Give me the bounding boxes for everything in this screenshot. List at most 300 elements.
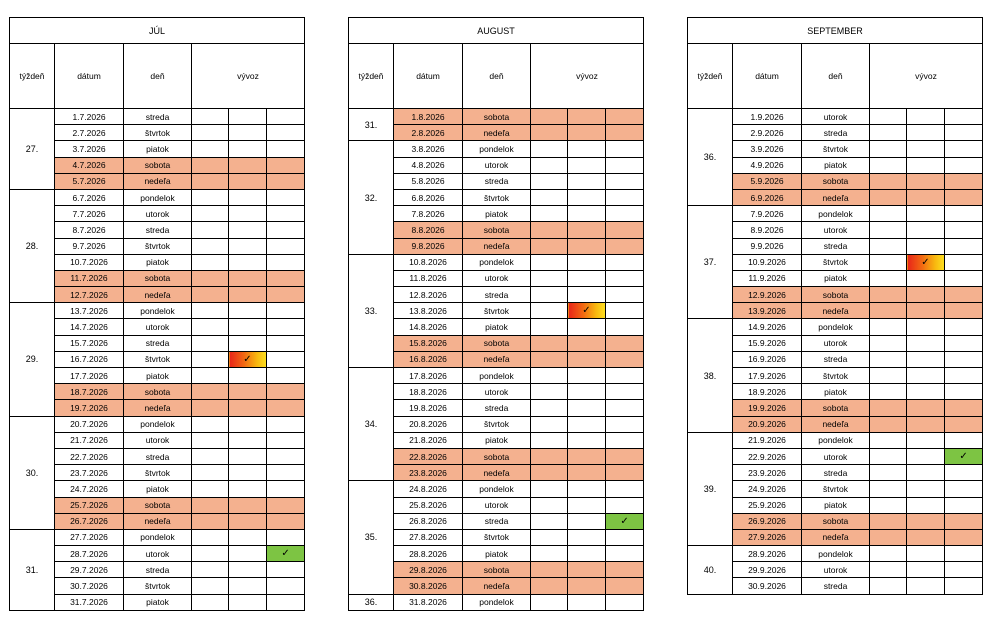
export-cell[interactable] — [192, 303, 229, 319]
export-cell[interactable] — [568, 319, 606, 335]
export-cell[interactable] — [907, 497, 945, 513]
export-cell[interactable] — [531, 125, 568, 141]
export-cell[interactable] — [229, 546, 267, 562]
export-cell[interactable] — [870, 578, 907, 594]
export-cell[interactable] — [267, 432, 305, 448]
day-cell: sobota — [463, 109, 531, 125]
export-cell[interactable] — [192, 351, 229, 367]
export-cell[interactable] — [192, 189, 229, 205]
export-cell[interactable] — [945, 319, 983, 335]
export-cell[interactable] — [870, 206, 907, 222]
day-row — [10, 562, 305, 578]
export-cell[interactable] — [945, 416, 983, 432]
export-cell[interactable] — [192, 125, 229, 141]
export-cell[interactable] — [229, 351, 267, 367]
export-cell[interactable] — [267, 384, 305, 400]
export-cell[interactable] — [606, 141, 644, 157]
export-cell[interactable] — [267, 416, 305, 432]
export-cell[interactable] — [945, 189, 983, 205]
export-cell[interactable] — [870, 335, 907, 351]
day-row — [349, 578, 644, 594]
export-cell[interactable] — [192, 173, 229, 189]
export-cell[interactable] — [229, 562, 267, 578]
export-cell[interactable] — [531, 384, 568, 400]
export-cell[interactable] — [606, 416, 644, 432]
export-cell[interactable] — [945, 125, 983, 141]
day-row — [349, 319, 644, 335]
export-cell[interactable] — [907, 254, 945, 270]
export-cell[interactable] — [531, 254, 568, 270]
export-cell[interactable] — [267, 578, 305, 594]
day-cell: streda — [124, 109, 192, 125]
export-cell[interactable] — [945, 562, 983, 578]
export-cell[interactable] — [568, 416, 606, 432]
export-cell[interactable] — [907, 125, 945, 141]
export-cell[interactable] — [945, 578, 983, 594]
export-cell[interactable] — [568, 270, 606, 286]
export-cell[interactable] — [907, 109, 945, 125]
export-cell[interactable] — [606, 238, 644, 254]
export-cell[interactable] — [568, 125, 606, 141]
export-cell[interactable] — [568, 432, 606, 448]
export-cell[interactable] — [568, 222, 606, 238]
date-cell: 29.8.2026 — [394, 562, 463, 578]
export-cell[interactable] — [870, 238, 907, 254]
export-cell[interactable] — [531, 432, 568, 448]
export-cell[interactable] — [531, 368, 568, 384]
export-cell[interactable] — [229, 125, 267, 141]
export-cell[interactable] — [267, 173, 305, 189]
export-cell[interactable] — [870, 416, 907, 432]
export-cell[interactable] — [229, 513, 267, 529]
export-cell[interactable] — [606, 578, 644, 594]
week-number: 30. — [10, 416, 55, 529]
export-cell[interactable] — [568, 335, 606, 351]
export-cell[interactable] — [267, 513, 305, 529]
day-cell: sobota — [463, 222, 531, 238]
export-cell[interactable] — [267, 335, 305, 351]
export-cell[interactable] — [229, 189, 267, 205]
export-cell[interactable] — [267, 546, 305, 562]
export-cell[interactable] — [606, 157, 644, 173]
export-cell[interactable] — [870, 368, 907, 384]
export-cell[interactable] — [870, 432, 907, 448]
export-cell[interactable] — [907, 157, 945, 173]
export-cell[interactable] — [568, 578, 606, 594]
export-cell[interactable] — [945, 303, 983, 319]
export-cell[interactable] — [531, 206, 568, 222]
export-cell[interactable] — [870, 141, 907, 157]
export-cell[interactable] — [267, 141, 305, 157]
export-cell[interactable] — [907, 578, 945, 594]
export-cell[interactable] — [531, 238, 568, 254]
export-cell[interactable] — [870, 125, 907, 141]
export-cell[interactable] — [192, 529, 229, 545]
export-cell[interactable] — [907, 513, 945, 529]
export-cell[interactable] — [945, 351, 983, 367]
export-cell[interactable] — [229, 206, 267, 222]
day-row — [10, 287, 305, 303]
export-cell[interactable] — [192, 319, 229, 335]
export-cell[interactable] — [229, 432, 267, 448]
export-cell[interactable] — [267, 351, 305, 367]
export-cell[interactable] — [606, 448, 644, 464]
export-cell[interactable] — [531, 546, 568, 562]
export-cell[interactable] — [229, 141, 267, 157]
export-cell[interactable] — [267, 529, 305, 545]
export-cell[interactable] — [907, 416, 945, 432]
export-cell[interactable] — [192, 254, 229, 270]
export-cell[interactable] — [229, 448, 267, 464]
export-cell[interactable] — [606, 287, 644, 303]
export-cell[interactable] — [267, 303, 305, 319]
export-cell[interactable] — [606, 351, 644, 367]
day-row — [349, 529, 644, 545]
export-cell[interactable] — [229, 157, 267, 173]
export-cell[interactable] — [229, 481, 267, 497]
export-cell[interactable] — [606, 432, 644, 448]
export-cell[interactable] — [531, 513, 568, 529]
export-cell[interactable] — [192, 448, 229, 464]
export-cell[interactable] — [907, 562, 945, 578]
export-cell[interactable] — [568, 368, 606, 384]
export-cell[interactable] — [267, 125, 305, 141]
export-cell[interactable] — [531, 481, 568, 497]
export-cell[interactable] — [606, 173, 644, 189]
export-cell[interactable] — [531, 529, 568, 545]
export-cell[interactable] — [568, 141, 606, 157]
export-cell[interactable] — [870, 546, 907, 562]
export-cell[interactable] — [229, 578, 267, 594]
export-cell[interactable] — [267, 206, 305, 222]
export-cell[interactable] — [267, 448, 305, 464]
export-cell[interactable] — [870, 173, 907, 189]
export-cell[interactable] — [870, 109, 907, 125]
date-cell: 20.9.2026 — [733, 416, 802, 432]
export-cell[interactable] — [870, 254, 907, 270]
export-cell[interactable] — [907, 173, 945, 189]
export-cell[interactable] — [870, 222, 907, 238]
export-cell[interactable] — [267, 465, 305, 481]
export-cell[interactable] — [907, 303, 945, 319]
export-cell[interactable] — [568, 109, 606, 125]
export-cell[interactable] — [229, 270, 267, 286]
date-cell: 10.7.2026 — [55, 254, 124, 270]
export-cell[interactable] — [870, 287, 907, 303]
export-cell[interactable] — [945, 465, 983, 481]
export-cell[interactable] — [870, 270, 907, 286]
export-cell[interactable] — [267, 319, 305, 335]
export-cell[interactable] — [870, 481, 907, 497]
export-cell[interactable] — [568, 562, 606, 578]
export-cell[interactable] — [192, 157, 229, 173]
export-cell[interactable] — [568, 448, 606, 464]
export-cell[interactable] — [531, 578, 568, 594]
day-cell: štvrtok — [802, 481, 870, 497]
export-cell[interactable] — [192, 562, 229, 578]
export-cell[interactable] — [945, 368, 983, 384]
export-cell[interactable] — [229, 319, 267, 335]
export-cell[interactable] — [531, 173, 568, 189]
export-cell[interactable] — [229, 238, 267, 254]
export-cell[interactable] — [531, 497, 568, 513]
export-cell[interactable] — [870, 497, 907, 513]
export-cell[interactable] — [531, 594, 568, 610]
export-cell[interactable] — [192, 594, 229, 610]
export-cell[interactable] — [945, 481, 983, 497]
export-cell[interactable] — [870, 513, 907, 529]
export-cell[interactable] — [870, 157, 907, 173]
export-cell[interactable] — [267, 270, 305, 286]
export-cell[interactable] — [945, 254, 983, 270]
export-cell[interactable] — [568, 481, 606, 497]
export-cell[interactable] — [531, 562, 568, 578]
export-cell[interactable] — [606, 335, 644, 351]
export-cell[interactable] — [907, 222, 945, 238]
export-cell[interactable] — [606, 270, 644, 286]
export-cell[interactable] — [192, 497, 229, 513]
export-cell[interactable] — [192, 287, 229, 303]
export-cell[interactable] — [267, 400, 305, 416]
export-cell[interactable] — [531, 109, 568, 125]
export-cell[interactable] — [945, 173, 983, 189]
export-cell[interactable] — [192, 416, 229, 432]
export-cell[interactable] — [907, 351, 945, 367]
day-row — [688, 465, 983, 481]
export-cell[interactable] — [907, 384, 945, 400]
export-cell[interactable] — [531, 141, 568, 157]
export-cell[interactable] — [192, 465, 229, 481]
export-cell[interactable] — [907, 189, 945, 205]
export-cell[interactable] — [606, 384, 644, 400]
export-cell[interactable] — [531, 465, 568, 481]
export-cell[interactable] — [606, 254, 644, 270]
export-cell[interactable] — [907, 335, 945, 351]
export-cell[interactable] — [192, 513, 229, 529]
export-cell[interactable] — [192, 222, 229, 238]
export-cell[interactable] — [229, 497, 267, 513]
export-cell[interactable] — [606, 319, 644, 335]
day-row — [349, 481, 644, 497]
export-cell[interactable] — [531, 222, 568, 238]
export-cell[interactable] — [870, 384, 907, 400]
export-cell[interactable] — [568, 529, 606, 545]
export-cell[interactable] — [945, 238, 983, 254]
export-cell[interactable] — [907, 319, 945, 335]
export-cell[interactable] — [907, 448, 945, 464]
export-cell[interactable] — [568, 384, 606, 400]
export-cell[interactable] — [229, 303, 267, 319]
export-cell[interactable] — [945, 432, 983, 448]
export-cell[interactable] — [870, 351, 907, 367]
date-cell: 28.9.2026 — [733, 546, 802, 562]
day-cell: nedeľa — [463, 238, 531, 254]
export-cell[interactable] — [606, 529, 644, 545]
export-cell[interactable] — [192, 481, 229, 497]
day-cell: piatok — [463, 432, 531, 448]
export-cell[interactable] — [229, 173, 267, 189]
export-cell[interactable] — [870, 303, 907, 319]
export-cell[interactable] — [870, 189, 907, 205]
export-cell[interactable] — [945, 287, 983, 303]
export-cell[interactable] — [192, 335, 229, 351]
export-cell[interactable] — [945, 529, 983, 545]
export-cell[interactable] — [568, 254, 606, 270]
export-cell[interactable] — [870, 448, 907, 464]
export-cell[interactable] — [229, 222, 267, 238]
day-row — [349, 368, 644, 384]
export-cell[interactable] — [192, 109, 229, 125]
export-cell[interactable] — [531, 351, 568, 367]
export-cell[interactable] — [945, 335, 983, 351]
export-cell[interactable] — [267, 287, 305, 303]
export-cell[interactable] — [267, 254, 305, 270]
export-cell[interactable] — [192, 432, 229, 448]
export-cell[interactable] — [568, 173, 606, 189]
export-cell[interactable] — [531, 270, 568, 286]
export-cell[interactable] — [568, 465, 606, 481]
export-cell[interactable] — [192, 238, 229, 254]
export-cell[interactable] — [267, 368, 305, 384]
export-cell[interactable] — [606, 368, 644, 384]
day-row — [10, 238, 305, 254]
export-cell[interactable] — [229, 254, 267, 270]
export-cell[interactable] — [192, 400, 229, 416]
export-cell[interactable] — [606, 513, 644, 529]
export-cell[interactable] — [229, 335, 267, 351]
export-cell[interactable] — [531, 303, 568, 319]
export-cell[interactable] — [568, 400, 606, 416]
export-cell[interactable] — [229, 465, 267, 481]
export-cell[interactable] — [606, 562, 644, 578]
export-cell[interactable] — [229, 594, 267, 610]
export-cell[interactable] — [606, 497, 644, 513]
export-cell[interactable] — [606, 303, 644, 319]
export-cell[interactable] — [229, 109, 267, 125]
export-cell[interactable] — [267, 497, 305, 513]
export-cell[interactable] — [606, 189, 644, 205]
export-cell[interactable] — [267, 481, 305, 497]
export-cell[interactable] — [229, 368, 267, 384]
export-cell[interactable] — [267, 594, 305, 610]
export-cell[interactable] — [192, 384, 229, 400]
export-cell[interactable] — [531, 335, 568, 351]
export-cell[interactable] — [568, 497, 606, 513]
export-cell[interactable] — [945, 109, 983, 125]
export-cell[interactable] — [568, 546, 606, 562]
export-cell[interactable] — [267, 222, 305, 238]
export-cell[interactable] — [229, 400, 267, 416]
export-cell[interactable] — [945, 141, 983, 157]
export-cell[interactable] — [606, 546, 644, 562]
export-cell[interactable] — [568, 238, 606, 254]
export-cell[interactable] — [568, 594, 606, 610]
day-row — [688, 562, 983, 578]
export-cell[interactable] — [531, 416, 568, 432]
export-cell[interactable] — [606, 481, 644, 497]
export-cell[interactable] — [945, 206, 983, 222]
export-cell[interactable] — [568, 303, 606, 319]
export-cell[interactable] — [870, 319, 907, 335]
export-cell[interactable] — [606, 206, 644, 222]
export-cell[interactable] — [267, 562, 305, 578]
export-cell[interactable] — [606, 594, 644, 610]
header-export: vývoz — [870, 44, 983, 109]
export-cell[interactable] — [945, 513, 983, 529]
export-cell[interactable] — [606, 465, 644, 481]
export-cell[interactable] — [907, 287, 945, 303]
date-cell: 6.9.2026 — [733, 189, 802, 205]
export-cell[interactable] — [907, 206, 945, 222]
export-cell[interactable] — [606, 222, 644, 238]
export-cell[interactable] — [568, 189, 606, 205]
export-cell[interactable] — [267, 109, 305, 125]
export-cell[interactable] — [907, 400, 945, 416]
export-cell[interactable] — [907, 368, 945, 384]
export-cell[interactable] — [267, 157, 305, 173]
export-cell[interactable] — [907, 465, 945, 481]
export-cell[interactable] — [870, 465, 907, 481]
export-cell[interactable] — [945, 270, 983, 286]
export-cell[interactable] — [267, 189, 305, 205]
export-cell[interactable] — [229, 529, 267, 545]
calendar-september — [687, 17, 983, 595]
export-cell[interactable] — [907, 546, 945, 562]
export-cell[interactable] — [568, 351, 606, 367]
export-cell[interactable] — [907, 238, 945, 254]
export-cell[interactable] — [192, 270, 229, 286]
export-cell[interactable] — [907, 529, 945, 545]
export-cell[interactable] — [945, 400, 983, 416]
export-cell[interactable] — [606, 400, 644, 416]
export-cell[interactable] — [907, 432, 945, 448]
export-cell[interactable] — [945, 497, 983, 513]
export-cell[interactable] — [229, 416, 267, 432]
export-cell[interactable] — [606, 109, 644, 125]
export-cell[interactable] — [568, 157, 606, 173]
export-cell[interactable] — [192, 141, 229, 157]
export-cell[interactable] — [192, 368, 229, 384]
export-cell[interactable] — [229, 287, 267, 303]
export-cell[interactable] — [531, 448, 568, 464]
export-cell[interactable] — [870, 529, 907, 545]
export-cell[interactable] — [568, 287, 606, 303]
export-cell[interactable] — [907, 270, 945, 286]
export-cell[interactable] — [945, 157, 983, 173]
export-cell[interactable] — [907, 481, 945, 497]
export-cell[interactable] — [192, 578, 229, 594]
export-cell[interactable] — [945, 222, 983, 238]
export-cell[interactable] — [945, 546, 983, 562]
export-cell[interactable] — [870, 400, 907, 416]
export-cell[interactable] — [870, 562, 907, 578]
export-cell[interactable] — [531, 287, 568, 303]
export-cell[interactable] — [192, 206, 229, 222]
export-cell[interactable] — [568, 206, 606, 222]
export-cell[interactable] — [606, 125, 644, 141]
export-cell[interactable] — [531, 319, 568, 335]
export-cell[interactable] — [531, 400, 568, 416]
export-cell[interactable] — [192, 546, 229, 562]
export-cell[interactable] — [945, 384, 983, 400]
export-cell[interactable] — [945, 448, 983, 464]
export-cell[interactable] — [907, 141, 945, 157]
export-cell[interactable] — [531, 157, 568, 173]
export-cell[interactable] — [267, 238, 305, 254]
export-cell[interactable] — [568, 513, 606, 529]
export-cell[interactable] — [229, 384, 267, 400]
export-cell[interactable] — [531, 189, 568, 205]
